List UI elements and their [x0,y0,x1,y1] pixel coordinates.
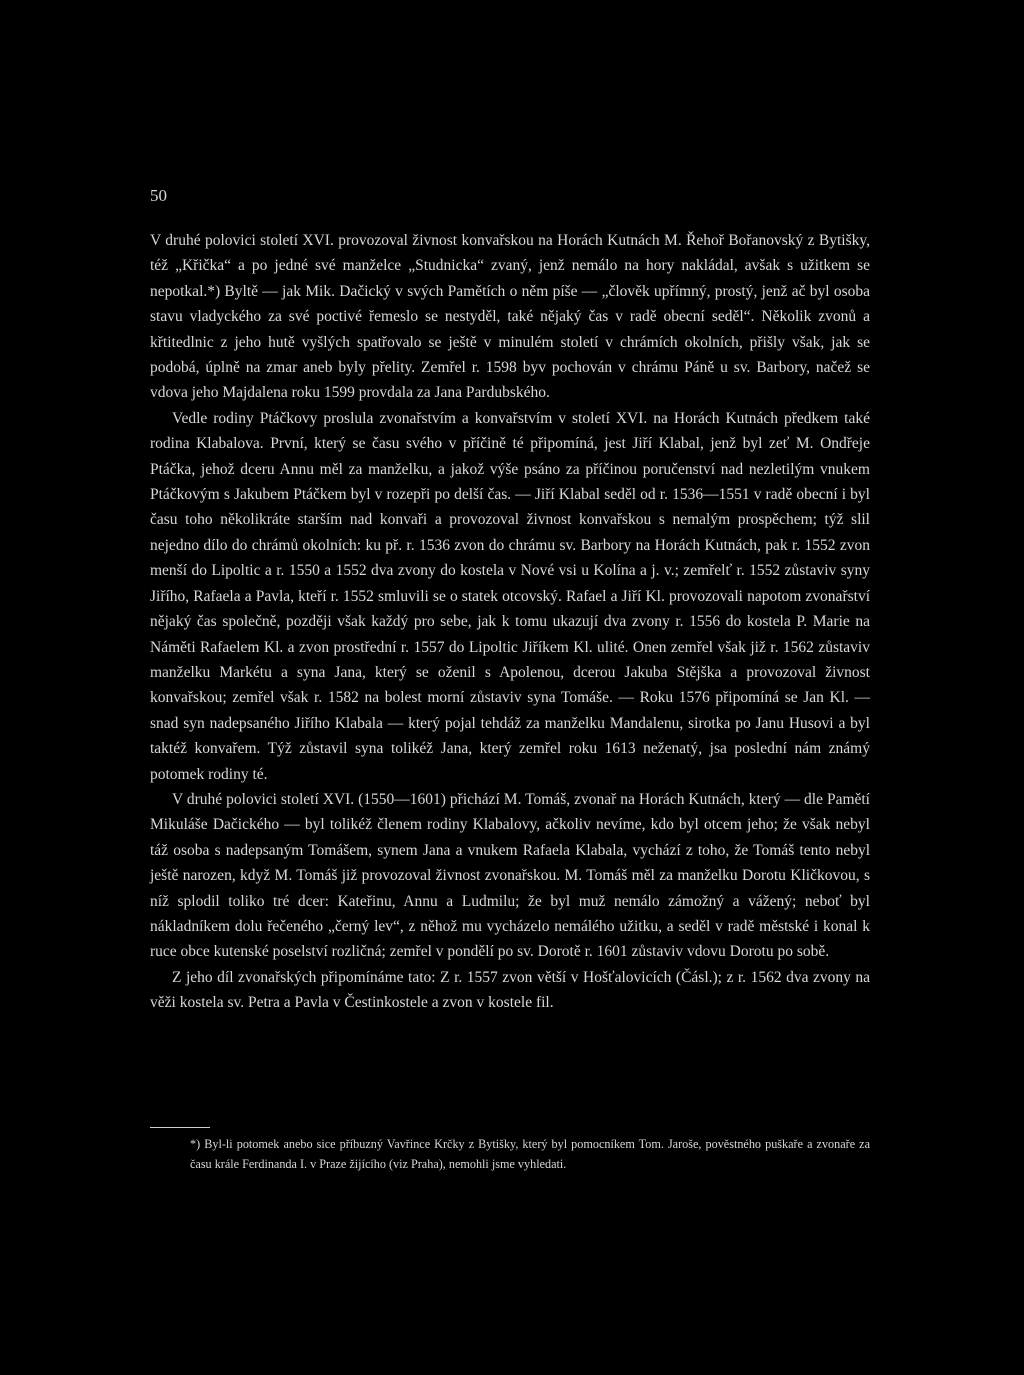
body-text [150,228,870,1016]
footnote: *) Byl-li potomek anebo sice příbuzný Vavřince Krčky z Bytišky, který byl pomocníkem Tom. Jaroše, pověstného puškaře a zvonaře za času krále Ferdinanda I. v Praze žijícího (viz Praha), nemohli jsme vyhledati. [190,1137,870,1171]
paragraph-rehor-boranovsky: V druhé polovici století XVI. provozoval živnost konvařskou na Horách Kutnách M. Řehoř Bořanovský z Bytišky, též „Křička“ a po jedné své manželce „Studnicka“ zvaný, jenž nemálo na hory nakládal, avšak s užitkem se nepotkal.*) Byltě — jak Mik. Dačický v svých Pamětích o něm píše — „člověk upřímný, prostý, jenž ač byl osoba stavu vladyckého za své poctivé řemeslo se nestyděl, také nějaký čas v radě obecní seděl“. Několik zvonů a křtitedlnic z jeho hutě vyšlých spatřovalo se ještě v minulém století v chrámích okolních, přišly však, jak se podobá, úplně na zmar aneb byly přelity. Zemřel r. 1598 byv pochován v chrámu Páně u sv. Barbory, načež se vdova jeho Majdalena roku 1599 provdala za Jana Pardubského. [150,232,870,402]
paragraph-klabal-family: Vedle rodiny Ptáčkovy proslula zvonařstvím a konvařstvím v století XVI. na Horách Kutnách předkem také rodina Klabalova. První, který se času svého v příčině té připomíná, jest Jiří Klabal, jenž byl zeť M. Ondřeje Ptáčka, jehož dceru Annu měl za manželku, a jakož výše psáno za příčinou poručenství nad nezletilým vnukem Ptáčkovým s Jakubem Ptáčkem byl v rozepři po delší čas. — Jiří Klabal seděl od r. 1536—1551 v radě obecní i byl času toho několikráte starším nad konvaři a provozoval živnost konvařskou s nemalým prospěchem; týž slil nejedno dílo do chrámů okolních: ku př. r. 1536 zvon do chrámu sv. Barbory na Horách Kutnách, pak r. 1552 zvon menší do Lipoltic a r. 1550 a 1552 dva zvony do kostela v Nové vsi u Kolína a j. v.; zemřelť r. 1552 zůstaviv syny Jiřího, Rafaela a Pavla, kteří r. 1552 smluvili se o statek otcovský. Rafael a Jiří Kl. provozovali napotom zvonařství nějaký čas společně, později však každý pro sebe, jak k tomu ukazují dva zvony r. 1556 do kostela P. Marie na Náměti Rafaelem Kl. a zvon prostřední r. 1557 do Lipoltic Jiříkem Kl. ulité. Onen zemřel však již r. 1562 zůstaviv manželku Markétu a syna Jana, který se oženil s Apolenou, dcerou Jakuba Stějška a provozoval živnost konvařskou; zemřel však r. 1582 na bolest morní zůstaviv syna Tomáše. — Roku 1576 připomíná se Jan Kl. — snad syn nadepsaného Jiřího Klabala — který pojal tehdáž za manželku Mandalenu, sirotka po Janu Husovi a byl taktéž konvařem. Týž zůstavil syna tolikéž Jana, který zemřel roku 1613 neženatý, jsa poslední nám známý potomek rodiny té. [150,409,870,783]
page-number: 50 [150,186,167,205]
paragraph-bell-works: Z jeho díl zvonařských připomínáme tato: Z r. 1557 zvon větší v Hošťalovicích (Čásl.); z r. 1562 dva zvony na věži kostela sv. Petra a Pavla v Čestinkostele a zvon v kostele fil. [150,968,870,1012]
paragraph-tomas-zvonar: V druhé polovici století XVI. (1550—1601) přichází M. Tomáš, zvonař na Horách Kutnách, který — dle Pamětí Mikuláše Dačického — byl tolikéž členem rodiny Klabalovy, ačkoliv nevíme, kdo byl otcem jeho; že však nebyl táž osoba s nadepsaným Tomášem, synem Jana a vnukem Rafaela Klabala, vychází z toho, že Tomáš tento nebyl ještě narozen, když M. Tomáš již provozoval živnost zvonařskou. M. Tomáš měl za manželku Dorotu Kličkovou, s níž splodil toliko tré dcer: Kateřinu, Annu a Ludmilu; že byl muž nemálo zámožný a vážený; neboť byl nákladníkem dolu řečeného „černý lev“, z něhož mu vycházelo nemálého užitku, a seděl v radě městské i konal k ruce obce kutenské poselství rozličná; zemřel v pondělí po sv. Dorotě r. 1601 zůstaviv vdovu Dorotu po sobě. [150,790,870,961]
footnote-divider [150,1127,210,1128]
